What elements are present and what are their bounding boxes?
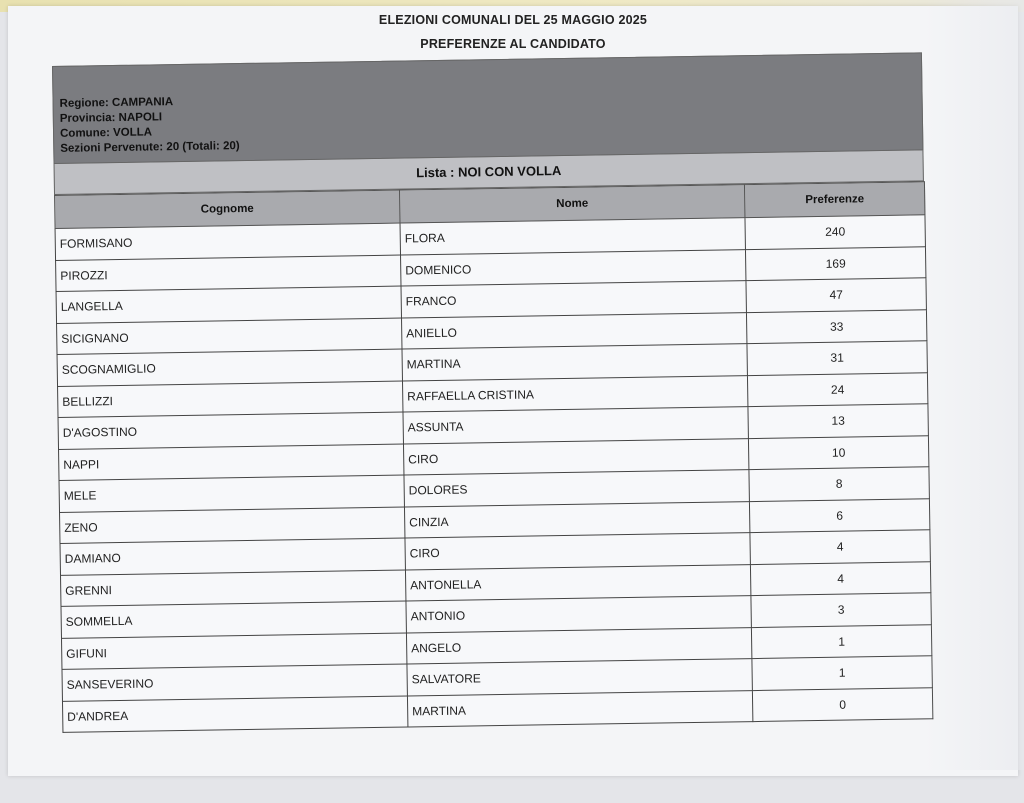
cell-nome: CIRO [405,533,750,570]
cell-preferenze: 33 [746,309,926,343]
info-box [52,52,923,164]
cell-preferenze: 13 [748,404,928,438]
cell-cognome: GIFUNI [61,633,406,670]
cell-cognome: DAMIANO [60,538,405,575]
results-sheet [52,52,932,733]
cell-preferenze: 4 [750,561,930,595]
cell-cognome: BELLIZZI [58,381,403,418]
cell-nome: CIRO [403,438,748,475]
cell-nome: RAFFAELLA CRISTINA [402,375,747,412]
cell-cognome: SANSEVERINO [62,664,407,701]
cell-preferenze: 3 [751,593,931,627]
document-subtitle: PREFERENZE AL CANDIDATO [420,37,606,51]
cell-preferenze: 24 [747,372,927,406]
info-provincia: Provincia: NAPOLI [59,111,163,125]
cell-cognome: MELE [59,475,404,512]
cell-cognome: D'AGOSTINO [58,412,403,449]
info-lines [59,94,239,157]
cell-preferenze: 1 [752,656,932,690]
header-cognome: Cognome [55,190,400,228]
cell-nome: ANTONELLA [405,564,750,601]
cell-preferenze: 31 [747,341,927,375]
cell-nome: SALVATORE [407,659,752,696]
cell-preferenze: 4 [750,530,930,564]
cell-nome: ANIELLO [401,312,746,349]
cell-nome: MARTINA [402,344,747,381]
cell-cognome: PIROZZI [56,255,401,292]
list-name: Lista : NOI CON VOLLA [54,150,924,195]
info-comune: Comune: VOLLA [59,126,153,140]
cell-nome: FRANCO [401,281,746,318]
cell-nome: DOLORES [404,470,749,507]
header-nome: Nome [399,185,744,223]
cell-cognome: FORMISANO [55,223,400,260]
cell-preferenze: 240 [745,215,925,249]
cell-preferenze: 169 [745,246,925,280]
document-title: ELEZIONI COMUNALI DEL 25 MAGGIO 2025 [378,13,648,27]
cell-nome: ANTONIO [406,596,751,633]
cell-preferenze: 10 [748,435,928,469]
cell-cognome: NAPPI [59,444,404,481]
info-regione: Regione: CAMPANIA [59,96,174,110]
cell-nome: ANGELO [406,627,751,664]
cell-preferenze: 0 [752,687,932,721]
cell-cognome: ZENO [60,507,405,544]
cell-cognome: SOMMELLA [61,601,406,638]
cell-cognome: GRENNI [60,570,405,607]
cell-preferenze: 8 [749,467,929,501]
cell-nome: DOMENICO [401,249,746,286]
cell-preferenze: 1 [751,624,931,658]
preferences-table [54,181,933,733]
cell-cognome: LANGELLA [56,286,401,323]
cell-cognome: SCOGNAMIGLIO [57,349,402,386]
info-sezioni: Sezioni Pervenute: 20 (Totali: 20) [60,140,240,155]
cell-nome: CINZIA [404,501,749,538]
cell-nome: ASSUNTA [403,407,748,444]
cell-preferenze: 47 [746,278,926,312]
cell-nome: MARTINA [407,690,752,727]
cell-preferenze: 6 [749,498,929,532]
cell-nome: FLORA [400,218,745,255]
header-preferenze: Preferenze [744,182,924,218]
cell-cognome: SICIGNANO [57,318,402,355]
cell-cognome: D'ANDREA [62,695,407,732]
